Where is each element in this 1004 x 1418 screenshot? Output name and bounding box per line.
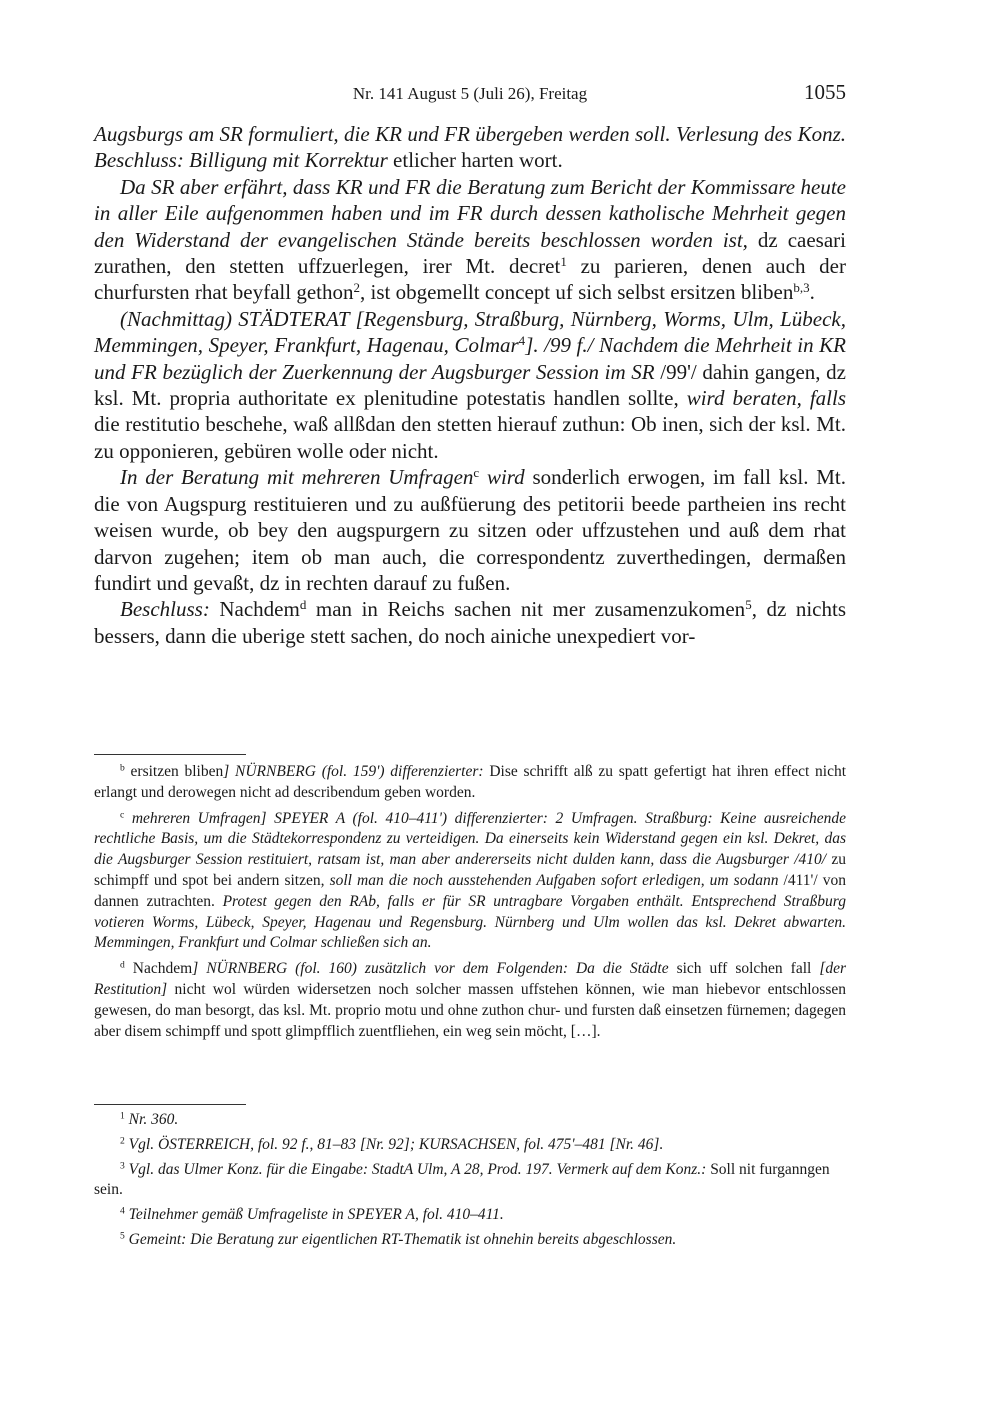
- quote-text: , dz nichts bessers, dann die uberige stett sachen, do noch ainiche unexpediert vor-: [94, 597, 847, 648]
- quote-text: dz caesari zurathen, den stetten uffzuerlegen, irer Mt. decret: [94, 227, 847, 279]
- summary-text: Da SR aber erfährt, dass KR und FR die Beratung zum Bericht der Kommissare heute in aller Eile aufgenommen haben und im FR durch dessen katholische Mehrheit gegen den Widerstand der evangelischen Stände bereits beschlossen worden ist,: [94, 174, 846, 252]
- quote-text: Nachdem: [209, 597, 300, 622]
- note-mark: b: [120, 762, 125, 774]
- quote-text: man in Reichs sachen nit mer zusamenzukomen: [306, 597, 746, 622]
- summary-text: Beschluss:: [120, 597, 210, 622]
- footnote-ref: 5: [745, 597, 752, 613]
- footnote-4: $^4$ Teilnehmer gemäß Umfrageliste in SPEYER A, fol. 410–411.: [120, 1205, 504, 1224]
- quote-text: .: [809, 280, 815, 305]
- paragraph-3: [94, 306, 846, 464]
- footnote-1: $^1$ Nr. 360.: [120, 1110, 179, 1128]
- summary-text: ]. /99 f./ Nachdem die Mehrheit in KR und FR bezüglich der Zuerkennung der Augsburger Session im SR: [94, 333, 846, 384]
- running-head: [94, 80, 846, 108]
- footnote-ref: b,3: [793, 280, 810, 296]
- footnote-ref: 4: [518, 333, 526, 349]
- paragraph-2: [94, 174, 846, 306]
- running-head-title: Nr. 141 August 5 (Juli 26), Freitag: [352, 84, 588, 103]
- quote-text: etlicher harten wort.: [387, 148, 563, 173]
- footnote-ref: 1: [560, 253, 567, 269]
- paragraph-5: [94, 596, 846, 649]
- summary-text: wird beraten, falls: [686, 386, 847, 411]
- quote-text: /99'/ dahin gangen, dz ksl. Mt. propria authoritate ex plenitudine potestatis handlen sollte,: [94, 359, 846, 411]
- footnote-3: $^3$ Vgl. das Ulmer Konz. für die Eingabe: StadtA Ulm, A 28, Prod. 197. Vermerk auf dem Konz.: Soll nit furganngen sein.: [94, 1160, 830, 1199]
- summary-text: wird: [479, 465, 525, 490]
- quote-text: , ist obgemellt concept uf sich selbst ersitzen bliben: [360, 280, 794, 305]
- page-number: 1055: [804, 80, 846, 104]
- note-mark: c: [120, 809, 125, 821]
- summary-text: In der Beratung mit mehreren Umfragen: [120, 465, 474, 490]
- summary-text: Augsburgs am SR formuliert, die KR und FR übergeben werden soll. Verlesung des Konz. Beschluss: Billigung mit Korrektur: [94, 122, 846, 173]
- apparatus-divider: [94, 754, 246, 755]
- footnote-divider: [94, 1104, 246, 1105]
- text-critical-apparatus: [94, 762, 846, 1047]
- footnote-5: $^5$ Gemeint: Die Beratung zur eigentlichen RT-Thematik ist ohnehin bereits abgeschlossen.: [120, 1230, 677, 1248]
- paragraph-4: [94, 464, 846, 596]
- variant-ref: c: [473, 465, 480, 481]
- summary-text: (Nachmittag) STÄDTERAT [Regensburg, Straßburg, Nürnberg, Worms, Ulm, Lübeck, Memmingen, Speyer, Frankfurt, Hagenau, Colmar: [94, 306, 846, 358]
- quote-text: die restitutio beschehe, waß allßdan den stetten hierauf zuthun: Ob inen, sich der ksl. Mt. zu opponieren, gebüren wolle oder nicht.: [94, 412, 846, 463]
- apparatus-note-b: $^b$ ersitzen bliben] NÜRNBERG (fol. 159') differenzierter: Dise schrifft alß zu spatt gefertigt hat ihren effect nicht erlangt und derowegen nicht ad describendum geben worden.: [94, 762, 847, 801]
- quote-text: zu parieren, denen auch der churfursten rhat beyfall gethon: [94, 254, 847, 305]
- footnote-2: $^2$ Vgl. ÖSTERREICH, fol. 92 f., 81–83 [Nr. 92]; KURSACHSEN, fol. 475'–481 [Nr. 46].: [120, 1135, 664, 1153]
- paragraph-1: [94, 121, 846, 174]
- footnote-ref: 2: [353, 280, 361, 296]
- footnotes: [94, 1110, 846, 1255]
- quote-text: sonderlich erwogen, im fall ksl. Mt. die von Augspurg restituieren und zu außfüerung des petitorii beede partheien ins recht weisen wurde, ob bey den augspurgern zu sitzen oder uffzustehen und auß dem rhat darvon zugehen; item ob man auch, die correspondentz zuverthedingen, dermaßen fundirt und gevaßt, dz in rechten darauf zu fußen.: [94, 465, 846, 595]
- apparatus-note-c: $^c$ mehreren Umfragen] SPEYER A (fol. 410–411') differenzierter: 2 Umfragen. Straßburg: Keine ausreichende rechtliche Basis, um die Städtekorrespondenz zu verteidigen. Da einerseits kein Widerstand gegen ein ksl. Dekret, das die Augsburger Session restituiert, ratsam ist, man aber andererseits nicht dulden kann, dass die Augsburger /410/ zu schimpff und spot bei andern sitzen, soll man die noch ausstehenden Aufgaben sofort erledigen, um sodann /411'/ von dannen zutrachten. Protest gegen den RAb, falls er für SR untragbare Vorgaben enthält. Entsprechend Straßburg votieren Worms, Lübeck, Speyer, Hagenau und Regensburg. Nürnberg und Ulm wollen das ksl. Dekret abwarten. Memmingen, Frankfurt und Colmar schließen sich an.: [94, 809, 846, 952]
- main-text: [94, 121, 846, 649]
- apparatus-note-d: $^d$ Nachdem] NÜRNBERG (fol. 160) zusätzlich vor dem Folgenden: Da die Städte sich uff solchen fall [der Restitution] nicht wol würden widersetzen noch solcher massen uffstehen können, wie man hiebevor entschlossen gewesen, do man besorgt, das ksl. Mt. proprio motu und ohne zuthon chur- und fursten daß einsetzen fürnemen; dagegen aber disem schimpff und spott glimpfflich zuentfliehen, ein weg sein möcht, […].: [94, 959, 847, 1040]
- note-mark: d: [120, 959, 125, 971]
- variant-ref: d: [299, 597, 307, 613]
